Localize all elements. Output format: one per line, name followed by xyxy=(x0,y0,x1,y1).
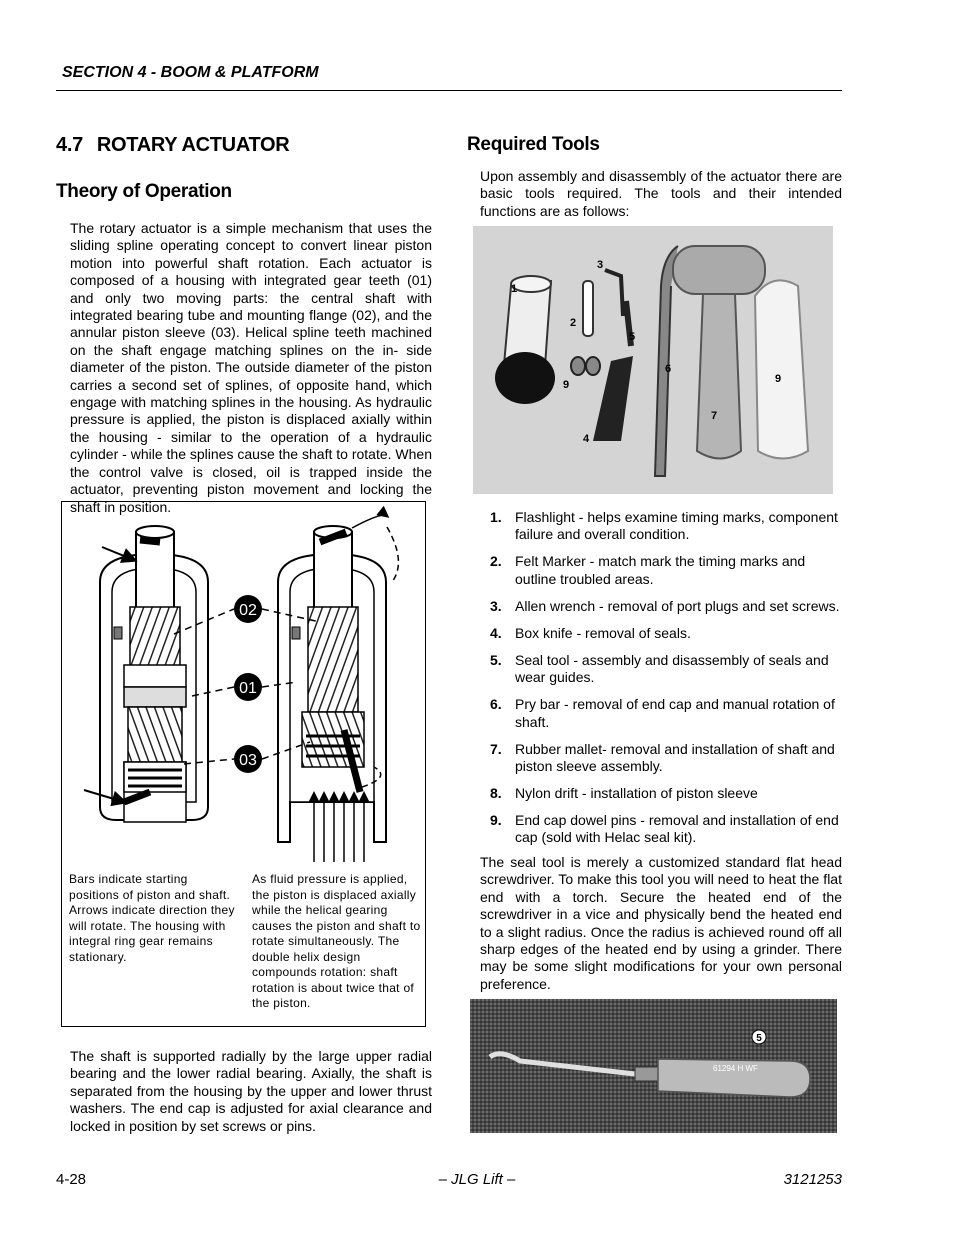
footer-brand: – JLG Lift – xyxy=(438,1171,516,1188)
item-text: Pry bar - removal of end cap and manual rotation of shaft. xyxy=(515,696,835,730)
document-number: 3121253 xyxy=(783,1171,842,1188)
tools-list xyxy=(490,509,842,856)
callout-label: 01 xyxy=(239,680,257,697)
photo-label: 5 xyxy=(756,1033,762,1044)
seal-tool-paragraph: The seal tool is merely a customized standard flat head screwdriver. To make this tool you will need to heat the flat end with a torch. Secure the heated end of the screwdriver in a vice and physically bend the heated end to a slight radius. Once the radius is achieved round off all sharp edges of the heated end by using a grinder. There may be some slight modifications for your own personal preference. xyxy=(480,854,842,992)
dowel-pin-image xyxy=(586,357,600,375)
list-item xyxy=(490,625,842,642)
photo-label: 9 xyxy=(563,379,570,391)
item-number: 9. xyxy=(490,812,502,829)
item-number: 2. xyxy=(490,553,502,570)
photo-label: 3 xyxy=(597,259,604,271)
callout-label: 02 xyxy=(239,602,257,619)
photo-label: 2 xyxy=(570,317,577,329)
photo-label: 9 xyxy=(775,373,782,385)
section-header: SECTION 4 - BOOM & PLATFORM xyxy=(62,64,319,81)
theory-heading: Theory of Operation xyxy=(56,181,232,202)
nylon-drift-image xyxy=(755,280,808,458)
photo-label: 6 xyxy=(665,363,672,375)
item-text: Seal tool - assembly and disassembly of seals and wear guides. xyxy=(515,651,829,686)
photo-label: 4 xyxy=(583,433,590,445)
list-item xyxy=(490,598,842,615)
tools-intro: Upon assembly and disassembly of the actuator there are basic tools required. The tools and their intended functions are as follows: xyxy=(480,168,842,219)
item-text: Allen wrench - removal of port plugs and set screws. xyxy=(515,597,840,614)
theory-paragraph-2: The shaft is supported radially by the large upper radial bearing and the lower radial bearing. Axially, the shaft is separated from the housing by the upper and lower thrust washers. The end cap is adjusted for axial clearance and locked in position by set screws or pins. xyxy=(70,1048,432,1134)
handle-text: 61294 H WF xyxy=(713,1064,758,1073)
item-text: Flashlight - helps examine timing marks, component failure and overall condition. xyxy=(515,509,838,543)
photo-label: 1 xyxy=(511,283,518,295)
actuator-left xyxy=(84,526,208,822)
callout-01 xyxy=(234,673,262,701)
item-text: End cap dowel pins - removal and installation of end cap (sold with Helac seal kit). xyxy=(515,812,839,846)
list-item xyxy=(490,785,842,802)
callout-02 xyxy=(234,595,262,623)
main-heading-title: ROTARY ACTUATOR xyxy=(96,134,290,156)
item-number: 8. xyxy=(490,785,502,802)
item-text: Felt Marker - match mark the timing marks and outline troubled areas. xyxy=(515,553,806,587)
item-text: Rubber mallet- removal and installation of shaft and piston sleeve assembly. xyxy=(515,740,835,775)
seal-tool-photo xyxy=(470,999,837,1133)
callout-03 xyxy=(234,745,262,773)
screwdriver-ferrule xyxy=(635,1067,660,1081)
list-item xyxy=(490,553,842,588)
item-text: Box knife - removal of seals. xyxy=(515,624,691,641)
callout-label: 03 xyxy=(239,752,257,769)
actuator-illustration xyxy=(62,502,425,872)
figure-caption-right: As fluid pressure is applied, the piston is displaced axially while the helical gearing causes the piston and shaft to rotate simultaneously. The double helix design compounds rotation: shaft rotation is about twice that of the piston. xyxy=(252,872,421,1010)
dowel-pin-image xyxy=(571,357,585,375)
item-number: 4. xyxy=(490,624,502,641)
header-rule xyxy=(56,90,842,91)
figure-caption-left: Bars indicate starting positions of piston and shaft. Arrows indicate direction they will rotate. The housing with integral ring gear remains stationary. xyxy=(69,872,235,964)
tools-heading: Required Tools xyxy=(467,134,600,155)
page-number: 4-28 xyxy=(56,1171,87,1188)
item-text: Nylon drift - installation of piston sleeve xyxy=(515,785,758,802)
item-number: 5. xyxy=(490,651,502,668)
theory-paragraph-1: The rotary actuator is a simple mechanism that uses the sliding spline operating concept to convert linear piston motion into powerful shaft rotation. Each actuator is composed of a housing with integrated gear teeth (01) and only two moving parts: the central shaft with integrated bearing tube and mounting flange (02), and the annular piston sleeve (03). Helical spline teeth machined on the shaft engage matching splines on the in- side diameter of the piston. The outside diameter of the piston carries a second set of splines, of opposite hand, which engage with matching splines in the housing. As hydraulic pressure is applied, the piston is displaced axially within the housing - similar to the operation of a hydraulic cylinder - while the splines cause the shaft to rotate. When the control valve is closed, oil is trapped inside the actuator, preventing piston movement and locking the shaft in position. xyxy=(70,220,432,515)
photo-label: 5 xyxy=(629,331,636,343)
item-number: 1. xyxy=(490,509,502,525)
list-item xyxy=(490,812,842,847)
item-number: 6. xyxy=(490,696,502,713)
tools-photo xyxy=(473,226,833,494)
item-number: 3. xyxy=(490,597,502,614)
main-heading xyxy=(56,134,289,157)
list-item xyxy=(490,652,842,687)
list-item xyxy=(490,741,842,776)
list-item xyxy=(490,696,842,731)
felt-marker-image xyxy=(583,281,593,336)
item-number: 7. xyxy=(490,740,502,757)
list-item xyxy=(490,509,842,544)
photo-label: 7 xyxy=(711,410,718,422)
actuator-right xyxy=(278,515,398,862)
main-heading-number: 4.7 xyxy=(56,134,83,156)
